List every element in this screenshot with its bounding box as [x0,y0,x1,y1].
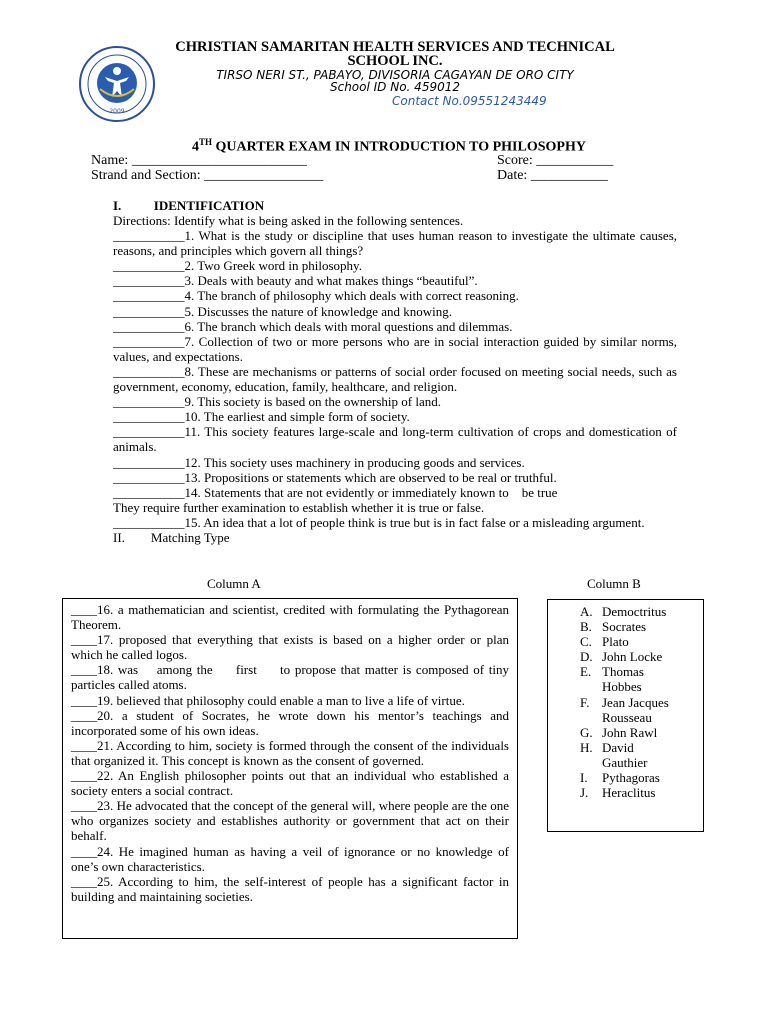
directions: Directions: Identify what is being asked in the following sentences. [113,213,464,228]
list-item: ___________11. This society features large-scale and long-term cultivation of crops and domestication of animals. [113,424,677,455]
list-item: ____23. He advocated that the concept of the general will, where people are the one who organizes society and establishes authority or government that act on their behalf. [71,798,509,844]
list-item: C. Plato [580,634,629,650]
list-item: ___________5. Discusses the nature of knowledge and knowing. [113,303,453,319]
list-item: ___________15. An idea that a lot of people think is true but is in fact false or a misleading argument. [113,514,645,530]
section-matching-heading: II. Matching Type [113,529,230,545]
list-item: ___________6. The branch which deals with moral questions and dilemmas. [113,318,513,334]
list-item: ___________7. Collection of two or more persons who are in social interaction guided by similar norms, values, and expectations. [113,333,677,364]
list-item: ___________12. This society uses machinery in producing goods and services. [113,454,525,470]
list-item: A. Democtritus [580,604,667,619]
list-item: ____18. was among the first to propose that matter is composed of tiny particles called atoms. [71,662,513,693]
list-item: ____22. An English philosopher points out that an individual who established a society enters a social contract. [71,768,509,799]
date-field[interactable]: Date: ___________ [497,168,608,183]
svg-text:2009: 2009 [109,108,125,115]
list-item: ___________9. This society is based on the ownership of land. [113,394,441,410]
column-a-box [62,598,518,939]
list-item: ___________10. The earliest and simple form of society. [113,409,410,425]
contact-number: Contact No.09551243449 [392,94,547,108]
column-b-label: Column B [587,576,641,591]
list-item: ___________13. Propositions or statements which are observed to be real or truthful. [113,469,557,485]
list-item: ____21. According to him, society is formed through the consent of the individuals that organized it. This concept is known as the consent of governed. [71,737,509,768]
list-item: D. John Locke [580,649,663,665]
school-logo [78,45,156,123]
list-item: ___________4. The branch of philosophy which deals with correct reasoning. [113,288,519,304]
list-item: ___________14. Statements that are not evidently or immediately known to be true [113,484,558,500]
strand-section-field[interactable]: Strand and Section: _________________ [91,168,324,183]
list-item: F. Jean Jacques Rousseau [580,694,669,725]
section-identification-heading: I. IDENTIFICATION [113,198,265,213]
list-item: G. John Rawl [580,724,658,740]
identification-section [113,213,677,545]
list-item: I. Pythagoras [580,770,660,786]
list-item: ___________2. Two Greek word in philosophy. [113,258,362,274]
list-item: ___________3. Deals with beauty and what makes things “beautiful”. [113,273,478,289]
school-address: TIRSO NERI ST., PABAYO, DIVISORIA CAGAYAN DE ORO CITY [216,68,574,82]
list-item: ____25. According to him, the self-interest of people has a significant factor in building and maintaining societies. [71,873,509,904]
list-item: E. Thomas Hobbes [580,664,644,695]
list-item: ___________1. What is the study or discipline that uses human reason to investigate the ultimate causes, reasons, and principles which govern all things? [113,228,677,259]
column-b-box [547,599,704,832]
list-item: J. Heraclitus [580,785,656,801]
list-item: ___________8. These are mechanisms or patterns of social order focused on meeting social needs, such as government, economy, education, family, healthcare, and religion. [113,363,677,395]
column-a-label: Column A [207,576,261,591]
list-item: They require further examination to establish whether it is true or false. [113,499,485,515]
list-item: ____19. believed that philosophy could enable a man to live a life of virtue. [71,692,465,708]
score-field[interactable]: Score: ___________ [497,153,614,168]
exam-title: 4TH QUARTER EXAM IN INTRODUCTION TO PHILOSOPHY [192,137,586,155]
list-item: ____20. a student of Socrates, he wrote down his mentor’s teachings and incorporated some of his own ideas. [71,707,509,738]
school-id: School ID No. 459012 [329,80,460,94]
list-item: H. David Gauthier [580,739,648,770]
school-name: CHRISTIAN SAMARITAN HEALTH SERVICES AND TECHNICAL SCHOOL INC. [175,39,615,69]
list-item: B. Socrates [580,619,647,635]
list-item: ____24. He imagined human as having a veil of ignorance or no knowledge of one’s own characteristics. [71,843,509,874]
list-item: ____16. a mathematician and scientist, credited with formulating the Pythagorean Theorem. [71,602,509,633]
list-item: ____17. proposed that everything that exists is based on a higher order or plan which he called logos. [71,632,509,663]
name-field[interactable]: Name: _________________________ [91,153,307,168]
